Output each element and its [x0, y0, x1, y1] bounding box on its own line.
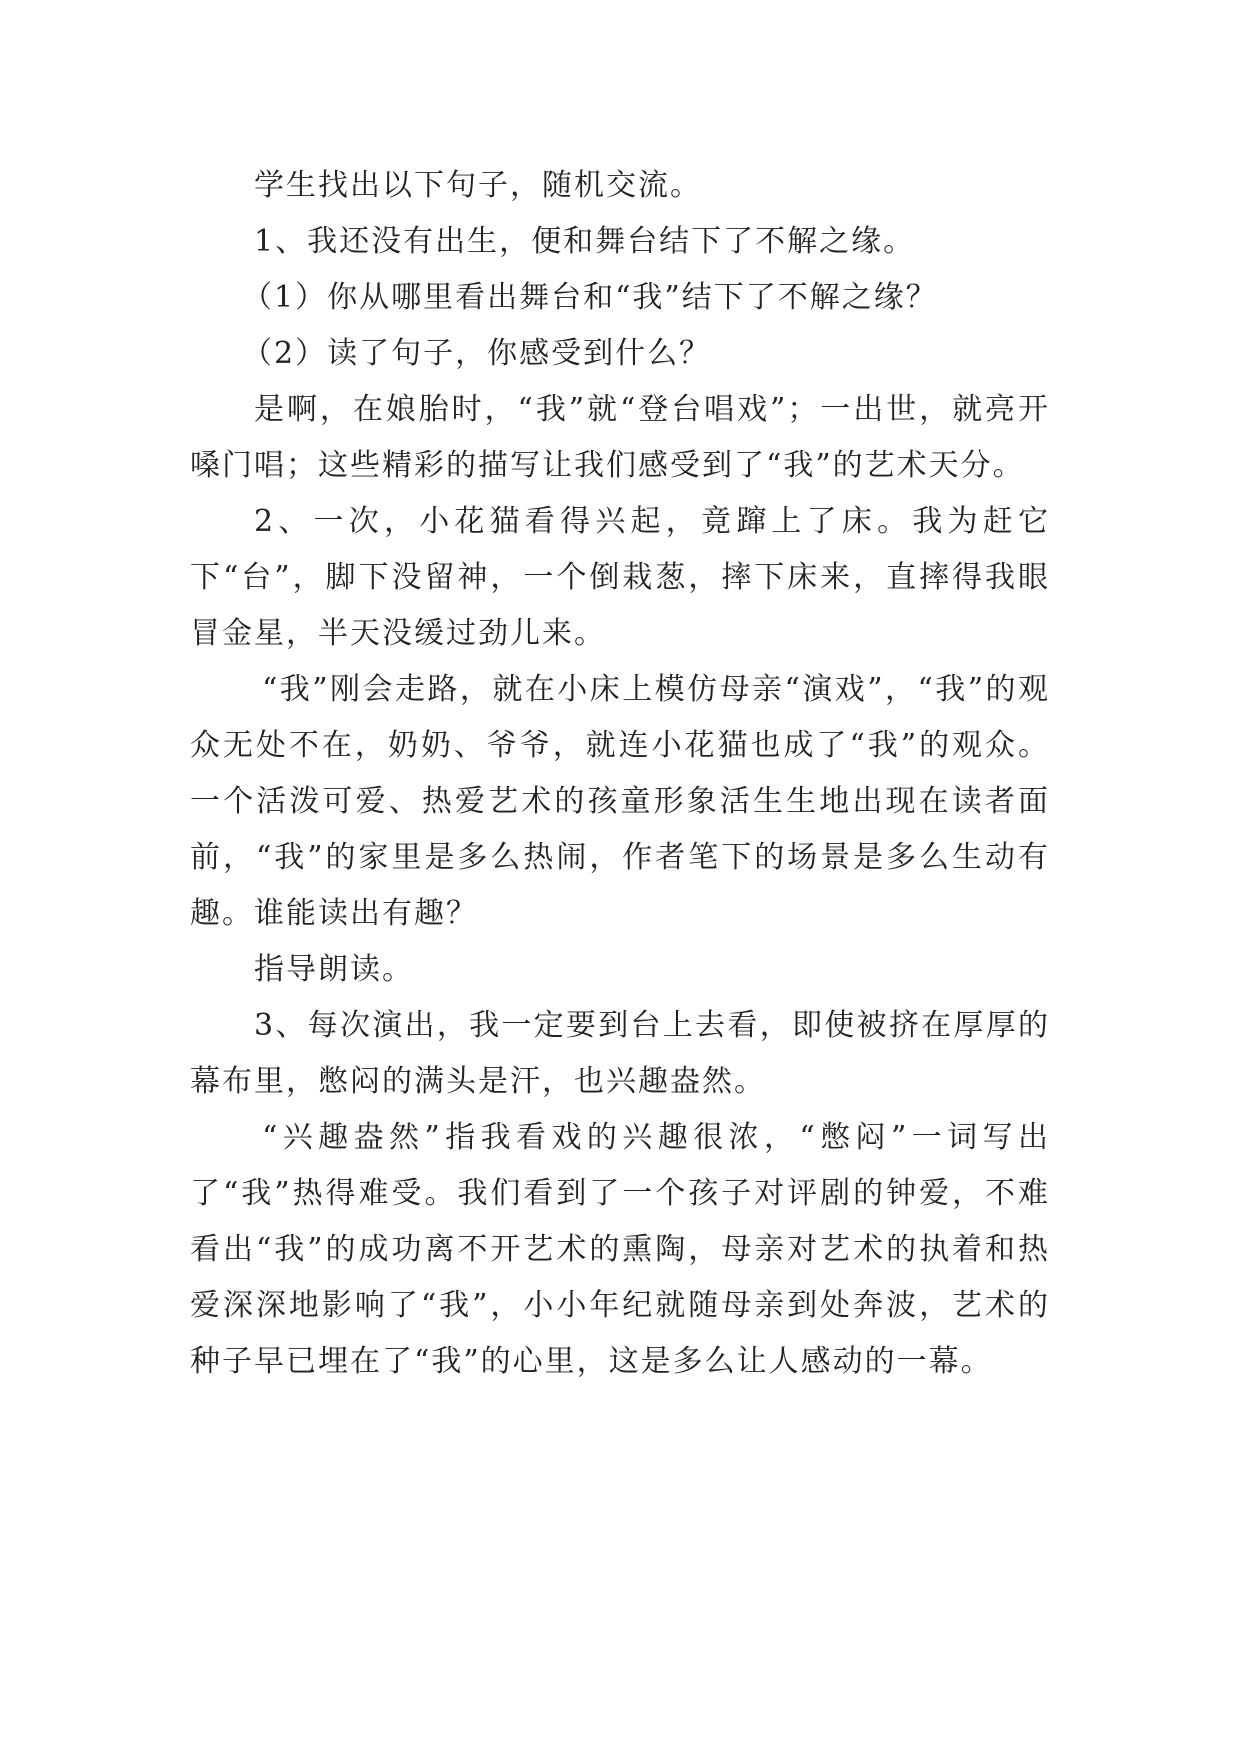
document-body	[190, 158, 1050, 1390]
paragraph-analysis-3: “兴趣盎然”指我看戏的兴趣很浓，“憋闷”一词写出了“我”热得难受。我们看到了一个孩子对评剧的钟爱，不难看出“我”的成功离不开艺术的熏陶，母亲对艺术的执着和热爱深深地影响了“我”，小小年纪就随母亲到处奔波，艺术的种子早已埋在了“我”的心里，这是多么让人感动的一幕。	[190, 1120, 1050, 1379]
paragraph-question-2: （2）读了句子，你感受到什么？	[242, 336, 712, 371]
paragraph-sentence-2: 2、一次，小花猫看得兴起，竟蹿上了床。我为赶它下“台”，脚下没留神，一个倒栽葱，摔下床来，直摔得我眼冒金星，半天没缓过劲儿来。	[190, 504, 1050, 651]
paragraph-analysis-2: “我”刚会走路，就在小床上模仿母亲“演戏”，“我”的观众无处不在，奶奶、爷爷，就连小花猫也成了“我”的观众。一个活泼可爱、热爱艺术的孩童形象活生生地出现在读者面前，“我”的家里是多么热闹，作者笔下的场景是多么生动有趣。谁能读出有趣？	[190, 672, 1050, 931]
paragraph-question-1: （1）你从哪里看出舞台和“我”结下了不解之缘？	[242, 280, 938, 315]
paragraph-sentence-3: 3、每次演出，我一定要到台上去看，即使被挤在厚厚的幕布里，憋闷的满头是汗，也兴趣盎然。	[190, 1008, 1050, 1099]
paragraph-intro: 学生找出以下句子，随机交流。	[254, 168, 702, 203]
paragraph-sentence-1: 1、我还没有出生，便和舞台结下了不解之缘。	[254, 224, 916, 259]
paragraph-analysis-1: 是啊，在娘胎时，“我”就“登台唱戏”；一出世，就亮开嗓门唱；这些精彩的描写让我们感受到了“我”的艺术天分。	[190, 392, 1050, 483]
paragraph-guided-reading: 指导朗读。	[254, 952, 414, 987]
